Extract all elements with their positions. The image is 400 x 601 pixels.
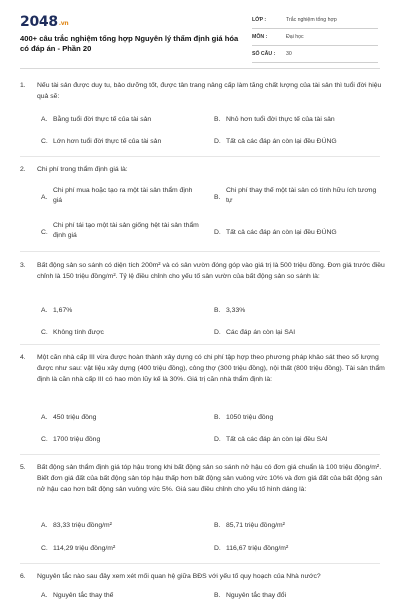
question-divider [20,454,380,455]
option-text: Tất cả các đáp án còn lại đều ĐÚNG [226,138,337,145]
option-text: 85,71 triệu đồng/m² [226,522,285,529]
option-text: 114,29 triệu đồng/m² [53,545,116,552]
option-text: Các đáp án còn lại SAI [226,329,296,336]
option-letter: B. [214,307,221,314]
question-text: Nếu tài sản được duy tu, bảo dưỡng tốt, được tân trang nâng cấp làm tăng chất lượng của tài sản thì tuổi đời hiệu quả sẽ: [37,82,382,100]
option-letter: B. [214,116,221,123]
question-number: 4. [20,354,26,361]
question-number: 3. [20,262,26,269]
option-text: Bằng tuổi đời thực tế của tài sản [53,116,152,123]
option-text: Lớn hơn tuổi đời thực tế của tài sản [53,138,162,145]
option-letter: A. [41,307,48,314]
option-text: 3,33% [226,307,246,314]
option-letter: C. [41,329,48,336]
header-divider [20,68,380,69]
question-text: Chi phí trong thẩm định giá là: [37,166,128,173]
option-letter: D. [214,229,221,236]
option-text: Chi phí thay thế một tài sản có tính hữu ích tương tự [226,187,377,204]
question-divider [20,344,380,345]
meta-row-class [252,12,378,29]
option-text: 116,67 triệu đồng/m² [226,545,289,552]
option-text: Tất cả các đáp án còn lại đều ĐÚNG [226,229,337,236]
document-meta [252,12,378,63]
option-letter: D. [214,329,221,336]
meta-label: SỐ CÂU : [252,51,276,57]
meta-row-subject [252,29,378,46]
option-letter: A. [41,194,48,201]
option-letter: C. [41,229,48,236]
option-text: Nguyên tắc thay đổi [226,592,287,599]
option-letter: C. [41,545,48,552]
option-letter: B. [214,194,221,201]
question-number: 5. [20,464,26,471]
option-letter: D. [214,138,221,145]
question-number: 2. [20,166,26,173]
question-number: 1. [20,82,26,89]
document-title: 400+ câu trắc nghiệm tổng hợp Nguyên lý thẩm định giá hóa có đáp án - Phần 20 [20,34,239,53]
option-letter: C. [41,138,48,145]
option-text: Nhỏ hơn tuổi đời thực tế của tài sản [226,116,335,123]
question-number: 6. [20,573,26,580]
option-text: Không tính được [53,329,104,336]
option-letter: B. [214,522,221,529]
meta-label: MÔN : [252,34,268,40]
question-divider [20,251,380,252]
option-letter: A. [41,522,48,529]
logo-suffix: .vn [58,20,69,27]
meta-value: 30 [286,51,292,57]
question-text: Bất động sản thẩm định giá tóp hậu trong khi bất động sản so sánh nở hậu có đơn giá chuẩn là 100 triệu đồng/m². Biết đơn giá đất của bất động sản tóp hậu thấp hơn bất động sản vuông vức 10% và đơn giá đất của bất động sản nở hậu cao hơn bất động sản vuông vức 5%. Giá sau điều chỉnh cho yếu tố hình dáng là: [37,464,383,493]
document-header [0,0,400,62]
option-text: Chi phí mua hoặc tạo ra một tài sản thẩm định giá [53,187,193,204]
option-text: 450 triệu đồng [53,414,97,421]
option-letter: B. [214,592,221,599]
option-letter: A. [41,414,48,421]
option-text: Chi phí tái tạo một tài sản giống hệt tài sản thẩm định giá [53,222,199,239]
option-letter: C. [41,436,48,443]
logo-text: 2048 [20,14,58,30]
question-divider [20,156,380,157]
option-letter: D. [214,545,221,552]
meta-label: LỚP : [252,17,267,23]
option-letter: B. [214,414,221,421]
site-logo[interactable] [20,14,68,30]
option-text: 83,33 triệu đồng/m² [53,522,112,529]
meta-row-count [252,46,378,63]
meta-value: Đại học [286,34,304,40]
option-text: Tất cả các đáp án còn lại đều SAI [226,436,328,443]
question-text: Một căn nhà cấp III vừa được hoàn thành xây dựng có chi phí tập hợp theo phương pháp khảo sát theo số lượng được như sau: vật liệu xây dựng (400 triệu đồng), công thợ (300 triệu đồng), nội thất (800 triệu đồng). Tài sản thẩm định là căn nhà cấp III có hao mòn lũy kế là 30%. Giá trị căn nhà thẩm định là: [37,354,385,383]
meta-value: Trắc nghiệm tổng hợp [286,17,337,23]
option-text: 1050 triệu đồng [226,414,274,421]
question-text: Nguyên tắc nào sau đây xem xét mối quan hệ giữa BĐS với yếu tố quy hoạch của Nhà nước? [37,573,321,580]
question-text: Bất động sản so sánh có diện tích 200m² và có sân vườn đóng góp vào giá trị là 500 triệu đồng. Đơn giá trước điều chỉnh là 150 triệu đồng/m². Tỷ lệ điều chỉnh cho yếu tố sân vườn của bất động sản so sánh là: [37,262,385,280]
option-letter: A. [41,592,48,599]
option-text: 1700 triệu đồng [53,436,101,443]
option-letter: D. [214,436,221,443]
option-letter: A. [41,116,48,123]
option-text: 1,67% [53,307,73,314]
option-text: Nguyên tắc thay thế [53,592,114,599]
question-divider [20,563,380,564]
